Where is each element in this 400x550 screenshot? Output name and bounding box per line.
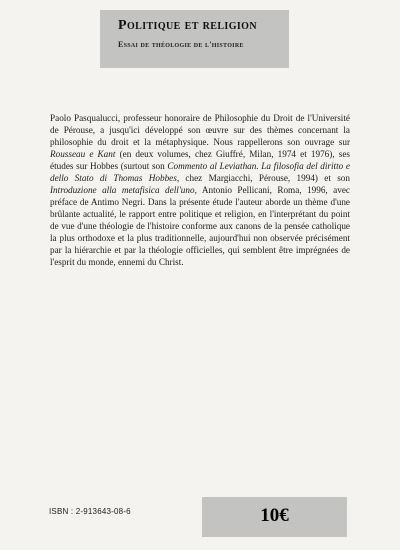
book-title: Politique et religion — [118, 18, 257, 33]
isbn-label: ISBN : 2-913643-08-6 — [49, 507, 131, 516]
book-subtitle: Essai de théologie de l'histoire — [118, 40, 244, 49]
blurb-text-2: (en deux volumes, chez Giuffré, Milan, 1974 et 1976), ses études sur Hobbes (surtout son — [50, 149, 350, 171]
blurb-text-4: , Antonio Pellicani, Roma, 1996, avec préface de Antimo Negri. Dans la présente étude l'auteur aborde un thème d'une brûlante actualité, le rapport entre politique et religion, en l'interprétant du point de vue d'une théologie de l'histoire conforme aux canons de la pensée catholique la plus orthodoxe et la plus traditionnelle, aujourd'hui non observée précisément par la hiérarchie et par la théologie officielles, qui semblent être imprégnées de l'esprit du monde, ennemi du Christ. — [50, 185, 350, 267]
price-label: 10€ — [260, 505, 289, 526]
work-title-introduzione: Introduzione alla metafisica dell'uno — [50, 185, 195, 195]
work-title-commento: Commento al Leviathan. La filosofia del diritto e dello Stato di Thomas Hobbes — [50, 161, 350, 183]
blurb-text-1: Paolo Pasqualucci, professeur honoraire de Philosophie du Droit de l'Université de Pérouse, a jusqu'ici développé son œuvre sur des thèmes concernant la philosophie du droit et la métaphysique. Nous rappellerons son ouvrage sur — [50, 113, 350, 147]
work-title-rousseau: Rousseau e Kant — [50, 149, 116, 159]
title-band — [100, 10, 289, 68]
blurb-text-3: , chez Margiacchi, Pérouse, 1994) et son — [176, 173, 350, 183]
price-band — [202, 497, 347, 537]
blurb-paragraph — [50, 112, 350, 268]
